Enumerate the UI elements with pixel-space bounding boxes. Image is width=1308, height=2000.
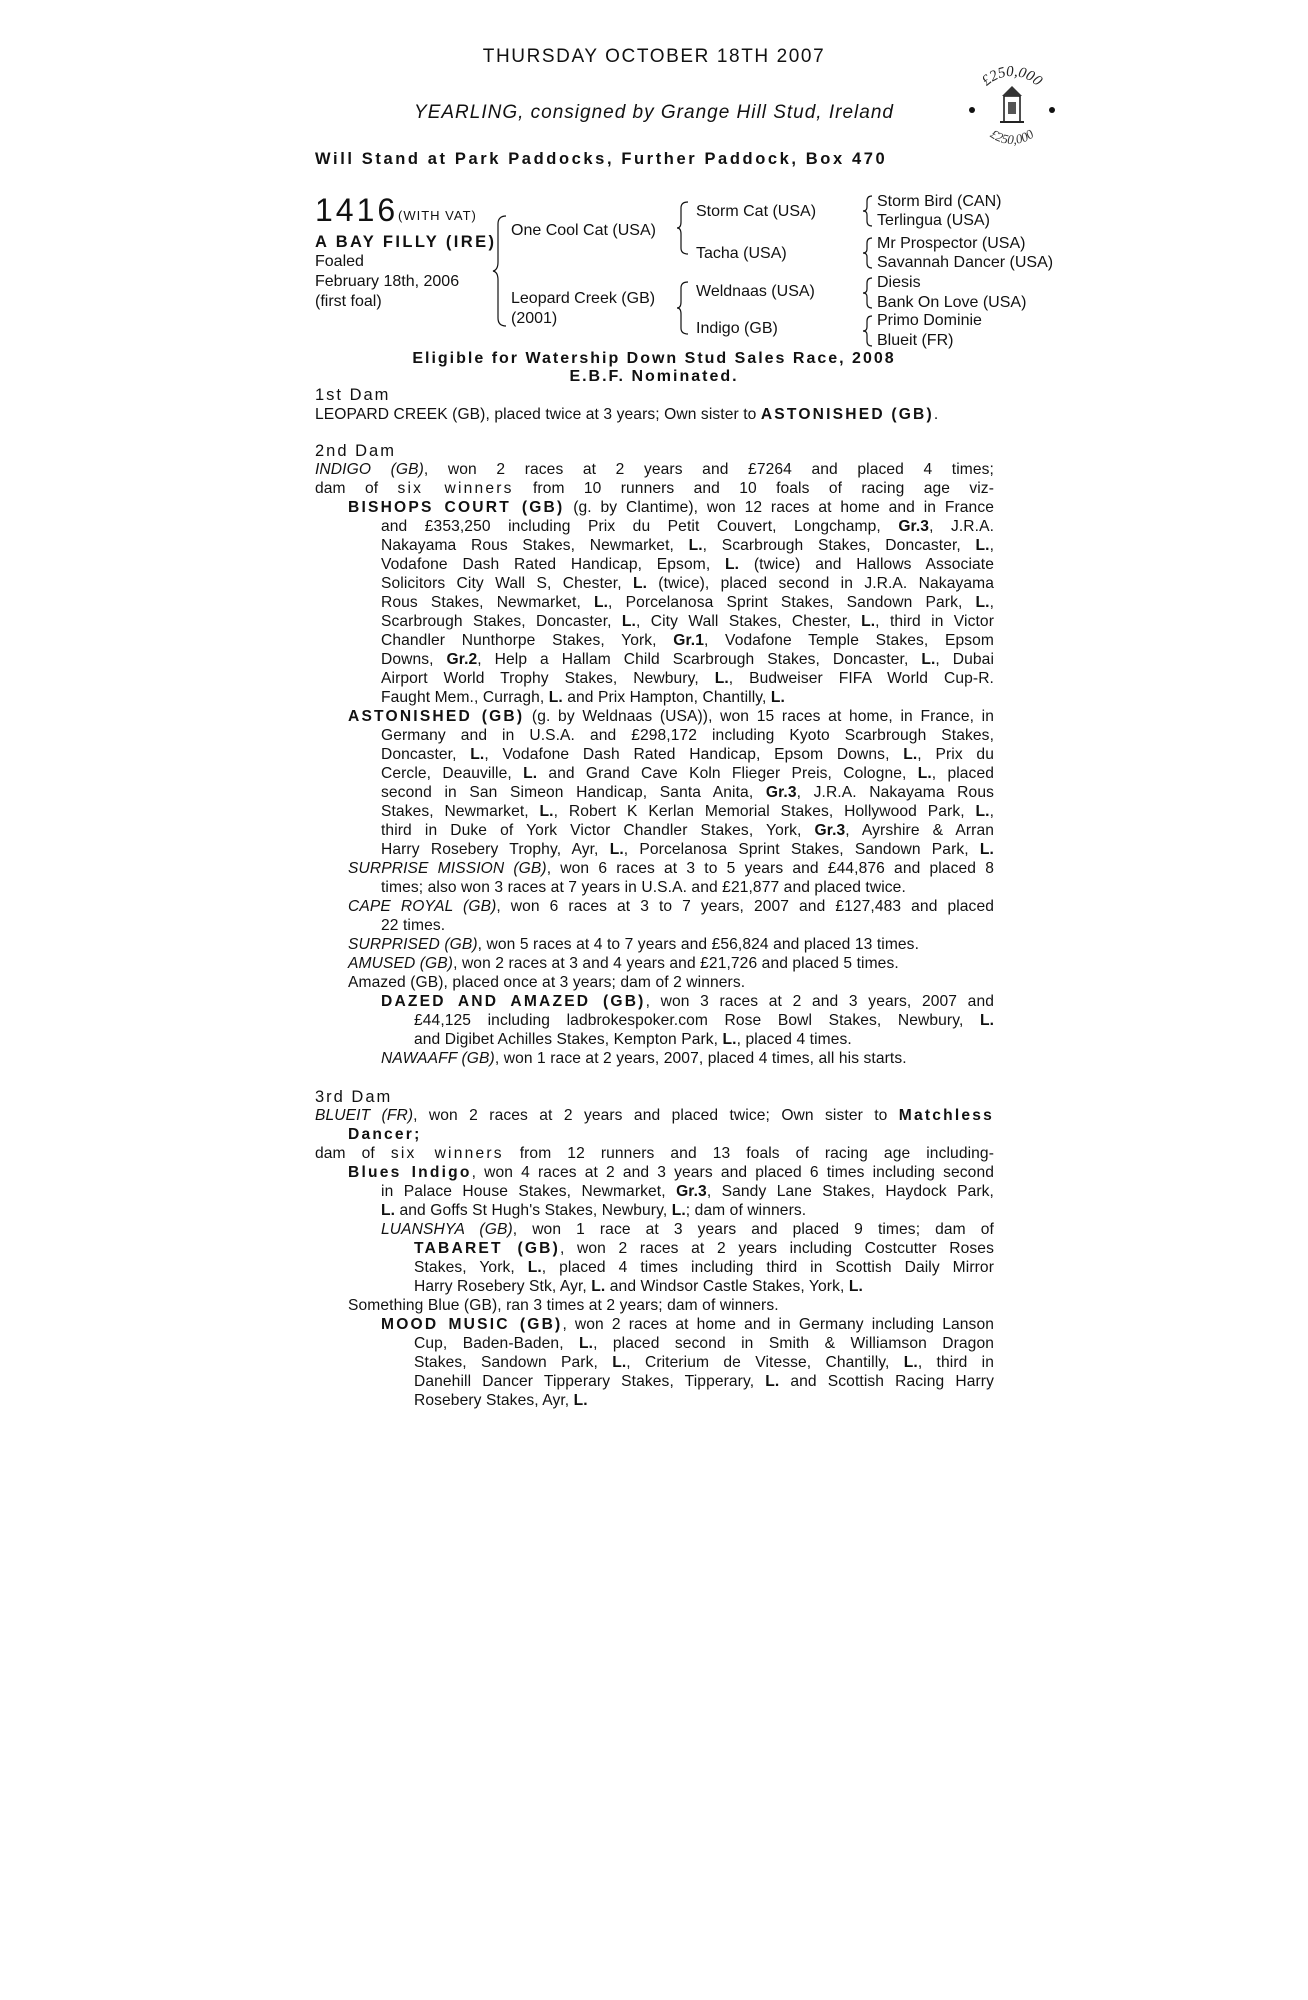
second-dam-line: and Digibet Achilles Stakes, Kempton Park, L., placed 4 times. bbox=[414, 1031, 852, 1048]
third-dam-line: Stakes, Sandown Park, L., Criterium de Vitesse, Chantilly, L., third in bbox=[414, 1354, 995, 1371]
first-dam-text: LEOPARD CREEK (GB), placed twice at 3 years; Own sister to ASTONISHED (GB). bbox=[315, 406, 939, 423]
price-stamp-icon bbox=[962, 58, 1062, 158]
second-dam-line: SURPRISE MISSION (GB), won 6 races at 3 to 5 years and £44,876 and placed 8 bbox=[348, 860, 994, 877]
second-dam-line: Airport World Trophy Stakes, Newbury, L., Budweiser FIFA World Cup-R. bbox=[381, 670, 994, 687]
second-dam-line: ASTONISHED (GB) (g. by Weldnaas (USA)), won 15 races at home, in France, in bbox=[348, 708, 995, 725]
second-dam-line: Cercle, Deauville, L. and Grand Cave Koln Flieger Preis, Cologne, L., placed bbox=[381, 765, 994, 782]
second-dam-line: DAZED AND AMAZED (GB), won 3 races at 2 and 3 years, 2007 and bbox=[381, 993, 994, 1010]
third-dam-line: TABARET (GB), won 2 races at 2 years including Costcutter Roses bbox=[414, 1240, 994, 1257]
stand-location: Will Stand at Park Paddocks, Further Paddock, Box 470 bbox=[315, 150, 888, 168]
second-dam-line: dam of six winners from 10 runners and 10 foals of racing age viz- bbox=[315, 480, 994, 497]
second-dam-line: Amazed (GB), placed once at 3 years; dam of 2 winners. bbox=[348, 974, 746, 991]
second-dam-line: AMUSED (GB), won 2 races at 3 and 4 years and £21,726 and placed 5 times. bbox=[348, 955, 899, 972]
third-dam-line: Harry Rosebery Stk, Ayr, L. and Windsor Castle Stakes, York, L. bbox=[414, 1278, 863, 1295]
pedigree-brace-7 bbox=[862, 314, 874, 348]
second-dam-line: CAPE ROYAL (GB), won 6 races at 3 to 7 years, 2007 and £127,483 and placed bbox=[348, 898, 994, 915]
pedigree-brace-5 bbox=[862, 236, 874, 270]
sire-name: One Cool Cat (USA) bbox=[511, 222, 656, 239]
second-dam-line: £44,125 including ladbrokespoker.com Rose Bowl Stakes, Newbury, L. bbox=[414, 1012, 994, 1029]
second-dam-line: third in Duke of York Victor Chandler Stakes, York, Gr.3, Ayrshire & Arran bbox=[381, 822, 995, 839]
ancestor-2: Terlingua (USA) bbox=[877, 212, 990, 229]
ancestor-1: Storm Bird (CAN) bbox=[877, 193, 1002, 210]
second-dam-line: INDIGO (GB), won 2 races at 2 years and £7264 and placed 4 times; bbox=[315, 461, 994, 478]
third-dam-line: dam of six winners from 12 runners and 13 foals of racing age including- bbox=[315, 1145, 994, 1162]
ancestor-5: Diesis bbox=[877, 274, 921, 291]
second-dam-line: 22 times. bbox=[381, 917, 446, 934]
pedigree-brace-2 bbox=[676, 200, 690, 256]
ebf-line: E.B.F. Nominated. bbox=[569, 368, 739, 385]
second-dam-line: Solicitors City Wall S, Chester, L. (twice), placed second in J.R.A. Nakayama bbox=[381, 575, 995, 592]
third-dam-line: Something Blue (GB), ran 3 times at 2 years; dam of winners. bbox=[348, 1297, 779, 1314]
second-dam-line: Rous Stakes, Newmarket, L., Porcelanosa Sprint Stakes, Sandown Park, L., bbox=[381, 594, 994, 611]
pedigree-brace-6 bbox=[862, 276, 874, 310]
ancestor-4: Savannah Dancer (USA) bbox=[877, 254, 1054, 271]
sale-date: THURSDAY OCTOBER 18TH 2007 bbox=[482, 46, 826, 67]
second-dam-line: Downs, Gr.2, Help a Hallam Child Scarbrough Stakes, Doncaster, L., Dubai bbox=[381, 651, 995, 668]
third-dam-line: Cup, Baden-Baden, L., placed second in Smith & Williamson Dragon bbox=[414, 1335, 994, 1352]
stamp-bottom-text: £250,000 bbox=[987, 126, 1037, 148]
second-dam-line: Vodafone Dash Rated Handicap, Epsom, L. (twice) and Hallows Associate bbox=[381, 556, 994, 573]
third-dam-line: L. and Goffs St Hugh's Stakes, Newbury, L.; dam of winners. bbox=[381, 1202, 807, 1219]
third-dam-line: Danehill Dancer Tipperary Stakes, Tipperary, L. and Scottish Racing Harry bbox=[414, 1373, 994, 1390]
third-dam-line: MOOD MUSIC (GB), won 2 races at home and in Germany including Lanson bbox=[381, 1316, 994, 1333]
pedigree-brace-4 bbox=[862, 194, 874, 228]
third-dam-line: in Palace House Stakes, Newmarket, Gr.3, Sandy Lane Stakes, Haydock Park, bbox=[381, 1183, 994, 1200]
pedigree-brace-3 bbox=[676, 280, 690, 336]
third-dam-line: BLUEIT (FR), won 2 races at 2 years and placed twice; Own sister to Matchless bbox=[315, 1107, 994, 1124]
stamp-top-text: £250,000 bbox=[978, 63, 1046, 90]
second-dam-line: Chandler Nunthorpe Stakes, York, Gr.1, Vodafone Temple Stakes, Epsom bbox=[381, 632, 994, 649]
second-dam-line: second in San Simeon Handicap, Santa Anita, Gr.3, J.R.A. Nakayama Rous bbox=[381, 784, 994, 801]
dam-dam-name: Indigo (GB) bbox=[696, 320, 778, 337]
second-dam-heading: 2nd Dam bbox=[315, 442, 396, 460]
lot-number: 1416 bbox=[315, 192, 399, 228]
second-dam-line: Nakayama Rous Stakes, Newmarket, L., Scarbrough Stakes, Doncaster, L., bbox=[381, 537, 994, 554]
second-dam-line: SURPRISED (GB), won 5 races at 4 to 7 years and £56,824 and placed 13 times. bbox=[348, 936, 920, 953]
dam-year: (2001) bbox=[511, 310, 558, 327]
second-dam-line: Stakes, Newmarket, L., Robert K Kerlan Memorial Stakes, Hollywood Park, L., bbox=[381, 803, 994, 820]
dam-name: Leopard Creek (GB) bbox=[511, 290, 656, 307]
foaled-date: February 18th, 2006 bbox=[315, 273, 460, 290]
sire-sire-name: Storm Cat (USA) bbox=[696, 203, 817, 220]
second-dam-line: BISHOPS COURT (GB) (g. by Clantime), won 12 races at home and in France bbox=[348, 499, 994, 516]
third-dam-line: Stakes, York, L., placed 4 times including third in Scottish Daily Mirror bbox=[414, 1259, 994, 1276]
first-dam-heading: 1st Dam bbox=[315, 386, 391, 404]
first-foal-note: (first foal) bbox=[315, 293, 382, 310]
third-dam-line: Blues Indigo, won 4 races at 2 and 3 years and placed 6 times including second bbox=[348, 1164, 994, 1181]
second-dam-line: Doncaster, L., Vodafone Dash Rated Handicap, Epsom Downs, L., Prix du bbox=[381, 746, 994, 763]
ancestor-7: Primo Dominie bbox=[877, 312, 982, 329]
svg-text:£250,000 bbox=[979, 64, 1045, 90]
svg-text:£250,000 bbox=[988, 126, 1037, 147]
pedigree-brace-1 bbox=[492, 214, 508, 328]
dam-sire-name: Weldnaas (USA) bbox=[696, 283, 815, 300]
lot-name: A BAY FILLY (IRE) bbox=[315, 233, 497, 251]
ancestor-6: Bank On Love (USA) bbox=[877, 294, 1027, 311]
foaled-label: Foaled bbox=[315, 253, 364, 270]
second-dam-line: Scarbrough Stakes, Doncaster, L., City Wall Stakes, Chester, L., third in Victor bbox=[381, 613, 994, 630]
third-dam-heading: 3rd Dam bbox=[315, 1088, 393, 1106]
vat-note: (WITH VAT) bbox=[398, 208, 477, 223]
second-dam-line: Harry Rosebery Trophy, Ayr, L., Porcelanosa Sprint Stakes, Sandown Park, L. bbox=[381, 841, 994, 858]
second-dam-line: Germany and in U.S.A. and £298,172 including Kyoto Scarbrough Stakes, bbox=[381, 727, 994, 744]
eligibility-line: Eligible for Watership Down Stud Sales Race, 2008 bbox=[412, 350, 896, 367]
consignment-line: YEARLING, consigned by Grange Hill Stud, Ireland bbox=[414, 102, 894, 123]
second-dam-line: times; also won 3 races at 7 years in U.S.A. and £21,877 and placed twice. bbox=[381, 879, 906, 896]
ancestor-8: Blueit (FR) bbox=[877, 332, 954, 349]
third-dam-line: Dancer; bbox=[348, 1126, 422, 1143]
third-dam-line: Rosebery Stakes, Ayr, L. bbox=[414, 1392, 588, 1409]
third-dam-line: LUANSHYA (GB), won 1 race at 3 years and placed 9 times; dam of bbox=[381, 1221, 994, 1238]
ancestor-3: Mr Prospector (USA) bbox=[877, 235, 1026, 252]
second-dam-line: and £353,250 including Prix du Petit Couvert, Longchamp, Gr.3, J.R.A. bbox=[381, 518, 995, 535]
sire-dam-name: Tacha (USA) bbox=[696, 245, 787, 262]
second-dam-line: Faught Mem., Curragh, L. and Prix Hampton, Chantilly, L. bbox=[381, 689, 785, 706]
second-dam-line: NAWAAFF (GB), won 1 race at 2 years, 2007, placed 4 times, all his starts. bbox=[381, 1050, 907, 1067]
